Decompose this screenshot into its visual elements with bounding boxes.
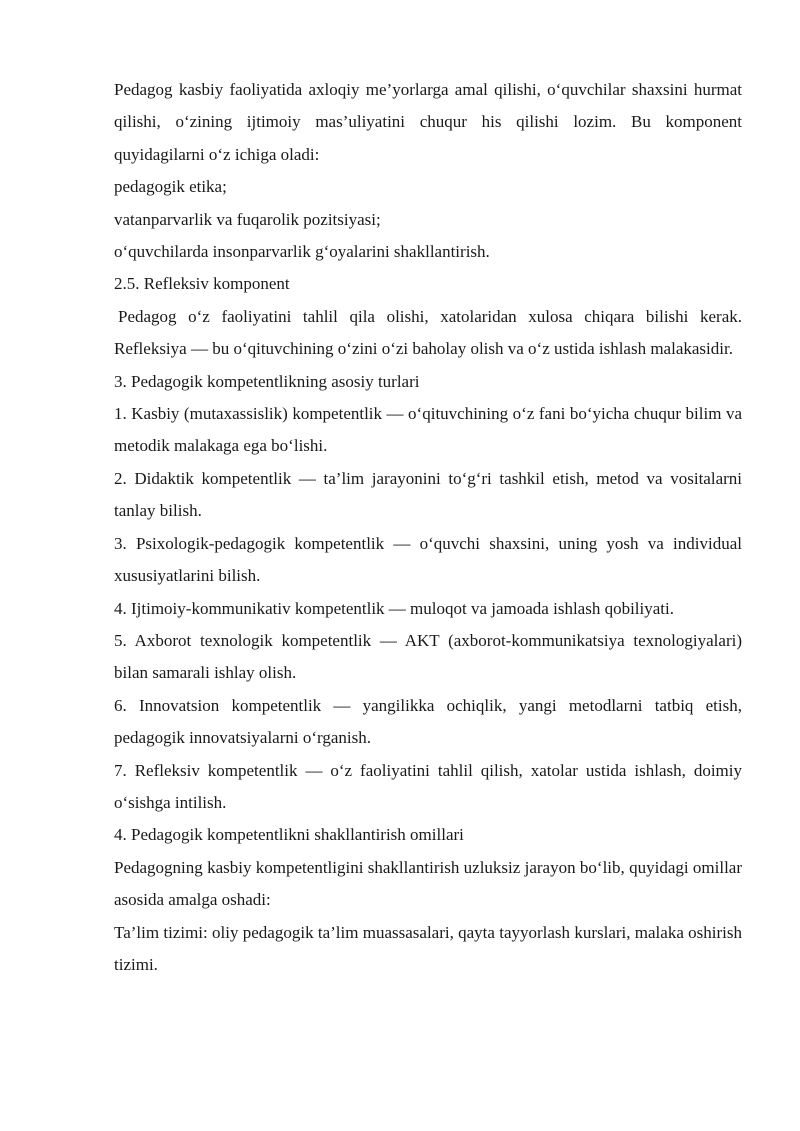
list-item-psychological-competence: 3. Psixologik-pedagogik kompetentlik — o‘quvchi shaxsini, uning yosh va individual xususiyatlarini bilish. xyxy=(114,533,742,586)
list-item-pedagogical-ethics: pedagogik etika; xyxy=(114,177,227,197)
list-item-humanism: o‘quvchilarda insonparvarlik g‘oyalarini shakllantirish. xyxy=(114,242,490,262)
list-item-patriotism: vatanparvarlik va fuqarolik pozitsiyasi; xyxy=(114,209,381,229)
paragraph-formation-intro: Pedagogning kasbiy kompetentligini shakllantirish uzluksiz jarayon bo‘lib, quyidagi omillar asosida amalga oshadi: xyxy=(114,857,742,910)
list-item-reflexive-competence: 7. Refleksiv kompetentlik — o‘z faoliyatini tahlil qilish, xatolar ustida ishlash, doimiy o‘sishga intilish. xyxy=(114,760,742,812)
list-item-communicative-competence: 4. Ijtimoiy-kommunikativ kompetentlik — muloqot va jamoada ishlash qobiliyati. xyxy=(114,598,674,618)
list-item-professional-competence: 1. Kasbiy (mutaxassislik) kompetentlik — o‘qituvchining o‘z fani bo‘yicha chuqur bilim va metodik malakaga ega bo‘lishi. xyxy=(114,404,742,456)
heading-competence-types: 3. Pedagogik kompetentlikning asosiy turlari xyxy=(114,371,420,391)
heading-formation-factors: 4. Pedagogik kompetentlikni shakllantirish omillari xyxy=(114,825,464,845)
list-item-innovative-competence: 6. Innovatsion kompetentlik — yangilikka ochiqlik, yangi metodlarni tatbiq etish, pedagogik innovatsiyalarni o‘rganish. xyxy=(114,695,742,748)
list-item-ict-competence: 5. Axborot texnologik kompetentlik — AKT (axborot-kommunikatsiya texnologiyalari) bilan samarali ishlay olish. xyxy=(114,630,742,683)
paragraph-reflexion: Pedagog o‘z faoliyatini tahlil qila olishi, xatolaridan xulosa chiqara bilishi kerak. Refleksiya — bu o‘qituvchining o‘zini o‘zi baholay olish va o‘z ustida ishlash malakasidir. xyxy=(114,306,742,359)
paragraph-education-system: Ta’lim tizimi: oliy pedagogik ta’lim muassasalari, qayta tayyorlash kurslari, malaka oshirish tizimi. xyxy=(114,922,742,974)
list-item-didactic-competence: 2. Didaktik kompetentlik — ta’lim jarayonini to‘g‘ri tashkil etish, metod va vositalarni tanlay bilish. xyxy=(114,468,742,521)
heading-reflexive-component: 2.5. Refleksiv komponent xyxy=(114,274,290,294)
paragraph-ethics-intro: Pedagog kasbiy faoliyatida axloqiy me’yorlarga amal qilishi, o‘quvchilar shaxsini hurmat qilishi, o‘zining ijtimoiy mas’uliyatini chuqur his qilishi lozim. Bu komponent quyidagilarni o‘z ichiga oladi: xyxy=(114,80,742,164)
document-page xyxy=(114,74,742,981)
